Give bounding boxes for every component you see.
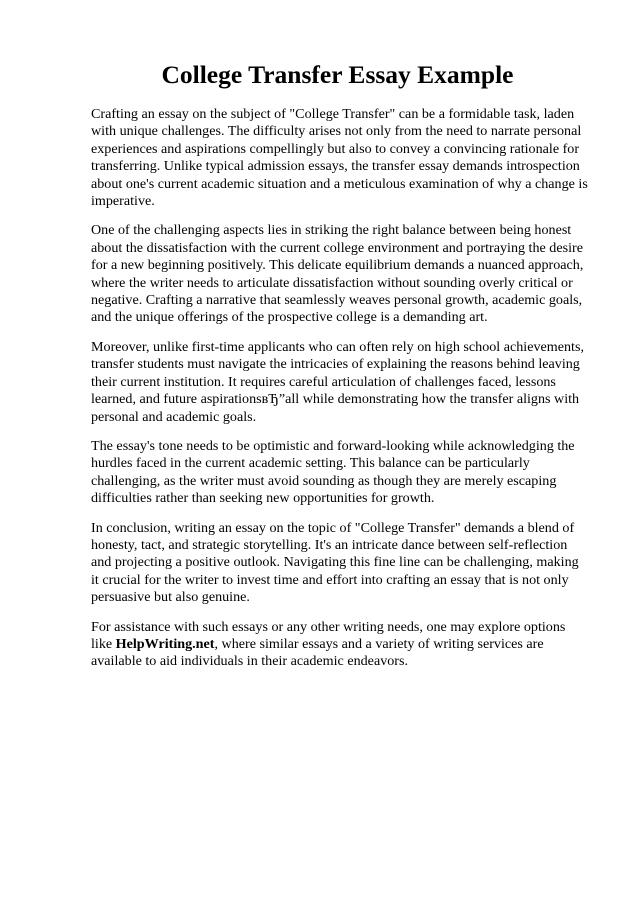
closing-text-after: , where similar essays and a variety of writing services are available to aid individuals in their academic endeavors. [91,635,544,670]
paragraph-tone: The essay's tone needs to be optimistic and forward-looking while acknowledging the hurdles faced in the current academic setting. This balance can be particularly challenging, as the writer must avoid sounding as though they are merely escaping difficulties rather than seeking new opportunities for growth. [91,437,575,507]
page-title: College Transfer Essay Example [161,60,514,89]
paragraph-transfer-students: Moreover, unlike first-time applicants who can often rely on high school achievements, transfer students must navigate the intricacies of explaining the reasons behind leaving their current institution. It requires careful articulation of challenges faced, lessons learned, and future aspirationsвЂ”all while demonstrating how the transfer aligns with personal and academic goals. [91,338,584,425]
paragraph-balance: One of the challenging aspects lies in striking the right balance between being honest about the dissatisfaction with the current college environment and portraying the desire for a new beginning positively. This delicate equilibrium demands a nuanced approach, where the writer needs to articulate dissatisfaction without sounding overly critical or negative. Crafting a narrative that seamlessly weaves personal growth, academic goals, and the unique offerings of the prospective college is a demanding art. [91,222,584,326]
paragraph-conclusion: In conclusion, writing an essay on the topic of "College Transfer" demands a blend of honesty, tact, and strategic storytelling. It's an intricate dance between self-reflection and projecting a positive outlook. Navigating this fine line can be challenging, making it crucial for the writer to invest time and effort into crafting an essay that is not only persuasive but also genuine. [91,519,579,606]
closing-text-before: For assistance with such essays or any other writing needs, one may explore options like [91,618,566,652]
paragraph-closing [91,619,590,671]
brand-name: HelpWriting.net [115,635,215,652]
paragraph-intro: Crafting an essay on the subject of "College Transfer" can be a formidable task, laden with unique challenges. The difficulty arises not only from the need to narrate personal experiences and aspirations compellingly but also to convey a convincing rationale for transferring. Unlike typical admission essays, the transfer essay demands introspection about one's current academic situation and a meticulous examination of why a change is imperative. [91,106,588,210]
